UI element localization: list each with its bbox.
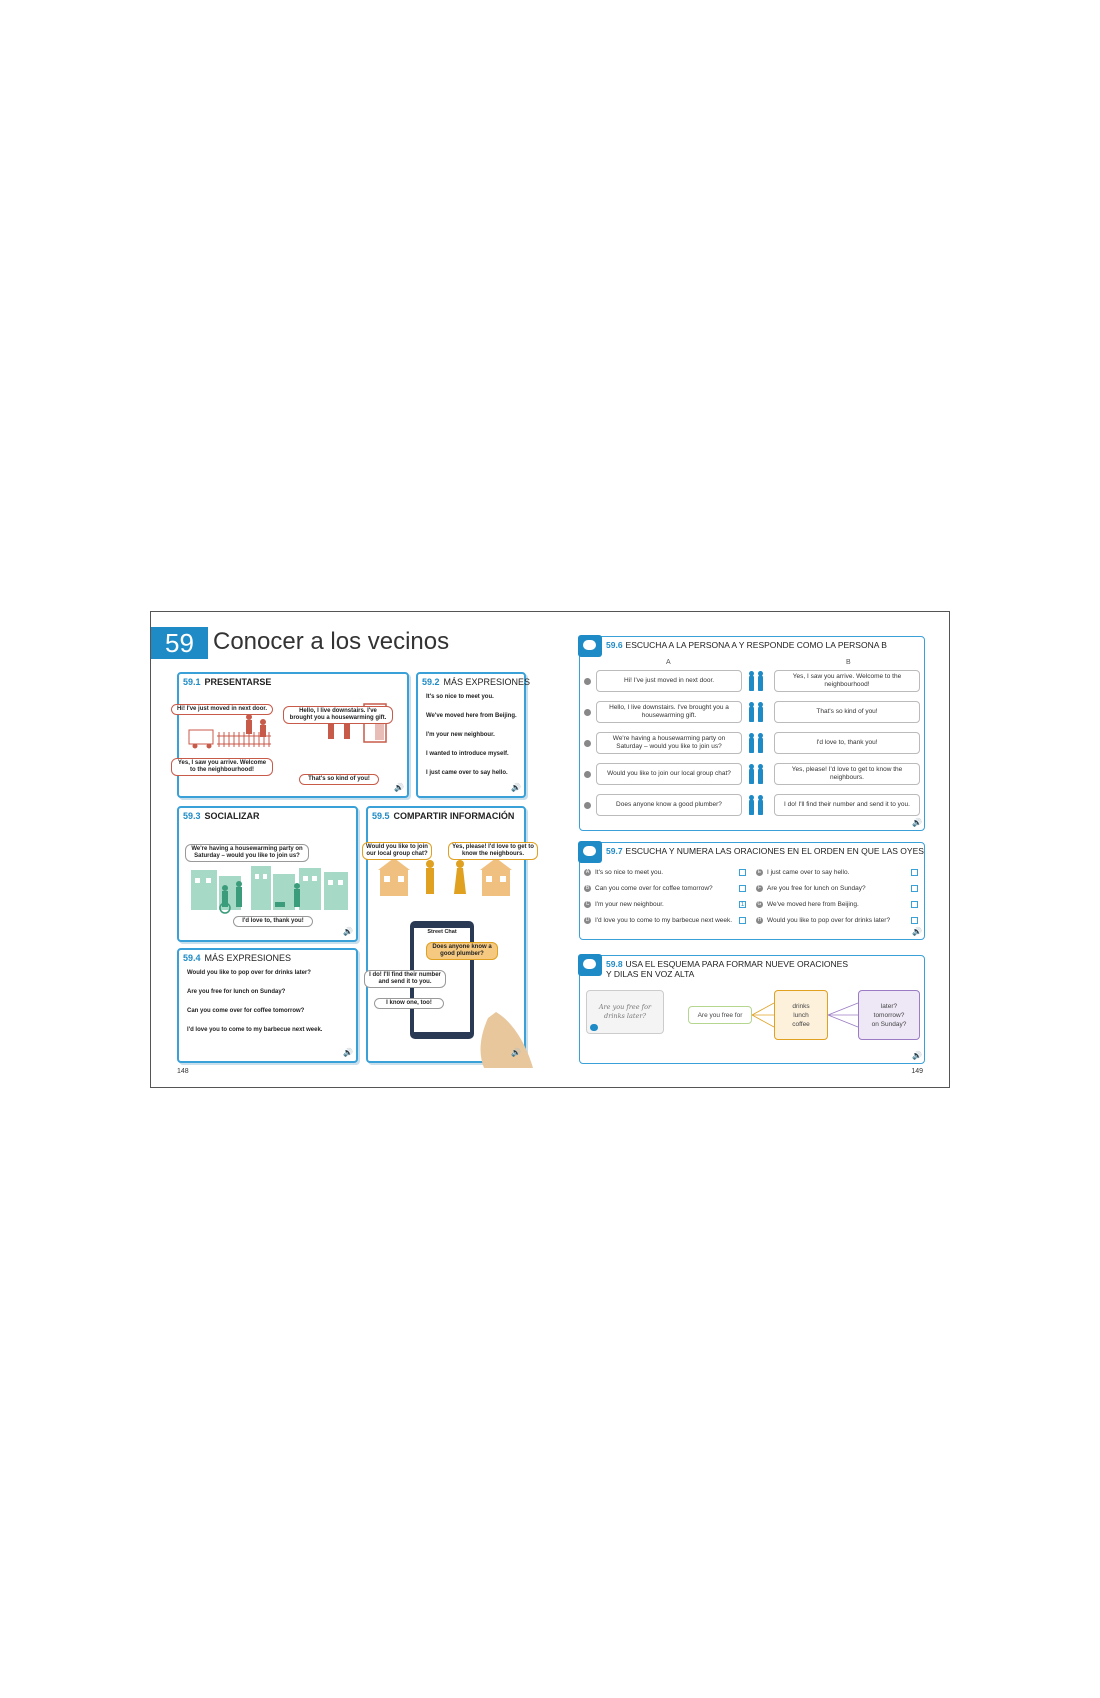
section-59-6: 59.6 ESCUCHA A LA PERSONA A Y RESPONDE COMO LA PERSONA B A B Hi! I've just moved in next door. Yes, I saw you arrive. Welcome to the neighbourhood! Hello, I live downstairs. I've brought you a housewarming gift. That's so kind of you! We're having a housewarming party on Saturday – would you like to join us? I'd love to, thank you! Would you like to join our local group chat? Yes, please! I'd love to get to know the neighbours. Does anyone know a good plumber? I do! I'll find their number and send it to you. 🔊 [579,636,925,831]
people-icon [746,704,770,722]
list-item: E I just came over to say hello. [757,869,850,877]
row-number-badge [584,802,591,809]
answer-cell-a: Does anyone know a good plumber? [596,794,742,816]
scheme-end: later? tomorrow? on Sunday? [858,990,920,1040]
row-number-badge [584,709,591,716]
section-59-4: 59.4 MÁS EXPRESIONES Would you like to pop over for drinks later? Are you free for lunch on Sunday? Can you come over for coffee tomorrow? I'd love you to come to my barbecue next week. 🔊 [177,948,358,1063]
order-checkbox[interactable] [911,901,918,908]
people-icon [746,766,770,784]
phrase: I'm your new neighbour. [426,732,495,738]
speech-bubble: We're having a housewarming party on Saturday – would you like to join us? [185,844,309,862]
page-number: 148 [177,1068,189,1075]
answer-cell-a: Hello, I live downstairs. I've brought you a housewarming gift. [596,701,742,723]
speech-bubble: That's so kind of you! [299,774,379,785]
speech-bubble: Hello, I live downstairs. I've brought you a housewarming gift. [283,706,393,724]
speech-bubble: Would you like to join our local group chat? [362,842,432,860]
order-checkbox[interactable] [911,885,918,892]
chat-message: I do! I'll find their number and send it to you. [364,970,446,988]
list-item: A It's so nice to meet you. [585,869,664,877]
list-item: B Can you come over for coffee tomorrow? [585,885,713,893]
row-number-badge [584,678,591,685]
speaker-icon[interactable]: 🔊 [511,783,521,792]
section-59-5: 59.5 COMPARTIR INFORMACIÓN Would you like to join our local group chat? Yes, please! I'd love to get to know the neighbours. Street Chat Does anyone know a good plumber? I do! I'll find their number and send it to you. I know one, too! 🔊 [366,806,526,1063]
speech-bubble: Yes, I saw you arrive. Welcome to the neighbourhood! [171,758,273,776]
row-number-badge [584,740,591,747]
answer-cell-b[interactable]: That's so kind of you! [774,701,920,723]
section-59-8: 59.8 USA EL ESQUEMA PARA FORMAR NUEVE ORACIONES Y DILAS EN VOZ ALTA Are you free for drinks later? Are you free for drinks lunch coffee later? tomorrow? on Sunday? 🔊 [579,955,925,1064]
example-bubble: Are you free for drinks later? [586,990,664,1034]
answer-cell-b[interactable]: I do! I'll find their number and send it to you. [774,794,920,816]
list-item: G We've moved here from Beijing. [757,901,859,909]
answer-cell-a: We're having a housewarming party on Saturday – would you like to join us? [596,732,742,754]
people-icon [746,797,770,815]
list-item: C I'm your new neighbour. [585,901,664,909]
order-checkbox[interactable] [739,869,746,876]
phrase: Would you like to pop over for drinks later? [187,970,311,976]
phrase: I'd love you to come to my barbecue next week. [187,1027,323,1033]
phrase: I wanted to introduce myself. [426,751,509,757]
answer-cell-b[interactable]: Yes, I saw you arrive. Welcome to the neighbourhood! [774,670,920,692]
section-title: ESCUCHA Y NUMERA LAS ORACIONES EN EL ORDEN EN QUE LAS OYES [625,846,924,856]
answer-cell-a: Would you like to join our local group chat? [596,763,742,785]
chat-message: Does anyone know a good plumber? [426,942,498,960]
list-item: H Would you like to pop over for drinks later? [757,917,891,925]
phrase: It's so nice to meet you. [426,694,494,700]
speech-bubble: Yes, please! I'd love to get to know the neighbours. [448,842,538,860]
phrase: Can you come over for coffee tomorrow? [187,1008,305,1014]
speaker-icon[interactable]: 🔊 [912,1051,922,1060]
answer-cell-a: Hi! I've just moved in next door. [596,670,742,692]
book-spread [150,611,950,1088]
section-59-3: 59.3 SOCIALIZAR We're having a housewarming party on Saturday – would you like to join us? I'd love to, thank you! 🔊 [177,806,358,942]
people-icon [746,673,770,691]
scheme-start: Are you free for [688,1006,752,1024]
section-title: COMPARTIR INFORMACIÓN [393,811,515,821]
speaker-icon[interactable]: 🔊 [912,818,922,827]
chapter-title: Conocer a los vecinos [213,628,450,655]
order-checkbox[interactable] [739,917,746,924]
phone-chat-title: Street Chat [427,929,457,935]
answer-cell-b[interactable]: Yes, please! I'd love to get to know the neighbours. [774,763,920,785]
speaker-icon[interactable]: 🔊 [343,1048,353,1057]
list-item: D I'd love you to come to my barbecue next week. [585,917,733,925]
answer-cell-b[interactable]: I'd love to, thank you! [774,732,920,754]
section-59-1: 59.1 PRESENTARSE Hi! I've just moved in next door. Hello, I live downstairs. I've brought you a housewarming gift. Yes, I saw you arrive. Welcome to the neighbourhood! That's so kind of you! 🔊 [177,672,409,798]
section-title: PRESENTARSE [204,677,272,687]
order-checkbox[interactable]: 1 [740,902,745,908]
section-subtitle: Y DILAS EN VOZ ALTA [606,969,695,979]
speaker-icon[interactable]: 🔊 [343,927,353,936]
phrase: I just came over to say hello. [426,770,508,776]
speech-bubble: I'd love to, thank you! [233,916,313,927]
chat-message: I know one, too! [374,998,444,1009]
person-icon [578,841,602,863]
section-59-2: 59.2 MÁS EXPRESIONES It's so nice to meet you. We've moved here from Beijing. I'm your new neighbour. I wanted to introduce myself. I just came over to say hello. 🔊 [416,672,526,798]
section-title: MÁS EXPRESIONES [204,953,292,963]
speech-bubble-icon [578,635,602,657]
people-icon [746,735,770,753]
section-title: SOCIALIZAR [204,811,260,821]
section-title: USA EL ESQUEMA PARA FORMAR NUEVE ORACIONES [625,959,849,969]
order-checkbox[interactable] [739,885,746,892]
section-title: MÁS EXPRESIONES [443,677,531,687]
section-title: ESCUCHA A LA PERSONA A Y RESPONDE COMO LA PERSONA B [625,640,887,650]
speech-bubble: Hi! I've just moved in next door. [171,704,273,715]
section-59-7: 59.7 ESCUCHA Y NUMERA LAS ORACIONES EN EL ORDEN EN QUE LAS OYES A It's so nice to meet you. B Can you come over for coffee tomorrow? C I'm your new neighbour. 1 D I'd love you to come to my barbecue next week. E I just came over to say hello. F Are you free for lunch on Sunday? G We've moved here from Beijing. H Would you like to pop over for drinks later? 🔊 [579,842,925,940]
phrase: Are you free for lunch on Sunday? [187,989,286,995]
order-checkbox[interactable] [911,869,918,876]
column-header: B [846,659,851,666]
speaker-icon[interactable]: 🔊 [912,927,922,936]
speaker-icon[interactable]: 🔊 [394,783,404,792]
row-number-badge [584,771,591,778]
column-header: A [666,659,671,666]
chapter-number: 59 [151,627,208,659]
speaker-icon[interactable]: 🔊 [511,1048,521,1057]
list-item: F Are you free for lunch on Sunday? [757,885,866,893]
scheme-middle: drinks lunch coffee [774,990,828,1040]
order-checkbox[interactable] [911,917,918,924]
page-number: 149 [911,1068,923,1075]
phrase: We've moved here from Beijing. [426,713,517,719]
